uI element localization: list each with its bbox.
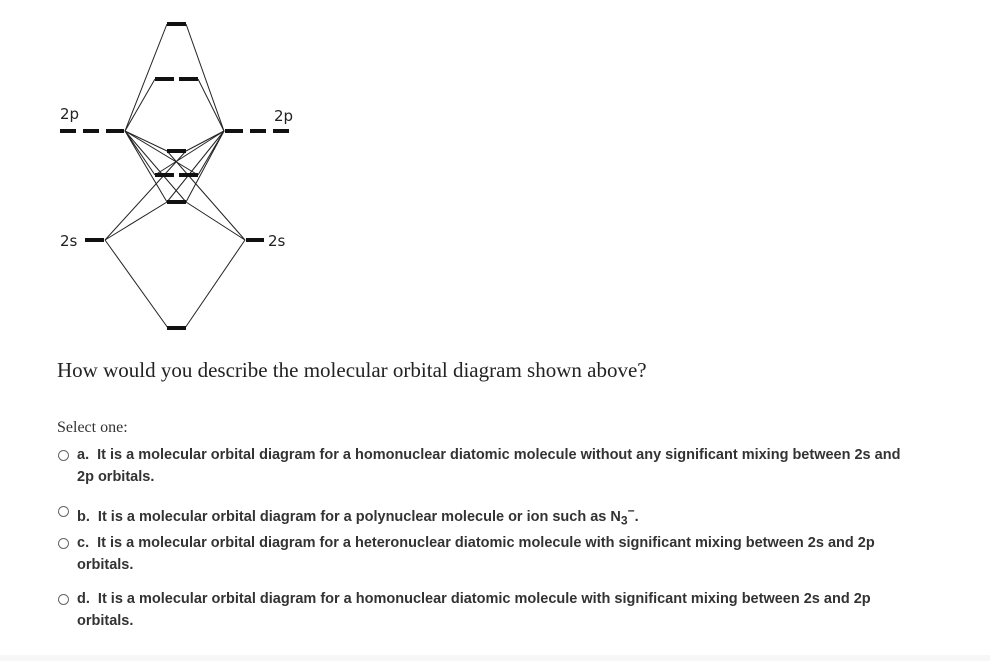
radio-d[interactable]	[58, 594, 69, 605]
select-one-label: Select one:	[57, 419, 128, 436]
line-cross-3	[125, 131, 186, 202]
option-b[interactable]	[57, 500, 639, 532]
line-left2s-to-upper	[105, 151, 186, 240]
option-b-letter: b.	[77, 508, 90, 525]
option-a[interactable]	[57, 444, 917, 488]
line-cross-2	[155, 131, 224, 175]
option-c[interactable]	[57, 532, 917, 576]
line-cross-1	[125, 131, 198, 175]
line-left2p-to-sigma2s-star-cross	[125, 131, 167, 202]
right-2p-label: 2p	[274, 107, 294, 125]
radio-c[interactable]	[58, 538, 69, 549]
question-text: How would you describe the molecular orbital diagram shown above?	[57, 358, 647, 382]
energy-levels	[60, 24, 289, 328]
option-d-letter: d.	[77, 591, 90, 607]
left-2s-label: 2s	[60, 232, 78, 250]
line-right2s-to-sigma2s-star	[186, 202, 245, 240]
right-2s-label: 2s	[268, 232, 286, 250]
line-right2s-to-sigma2s	[185, 240, 245, 328]
line-left2s-to-sigma2s	[105, 240, 168, 328]
option-b-subscript: 3	[620, 513, 628, 528]
option-b-superscript: −	[627, 504, 635, 518]
correlation-lines	[105, 24, 245, 328]
left-2p-label: 2p	[60, 105, 80, 123]
radio-a[interactable]	[58, 450, 69, 461]
radio-b[interactable]	[58, 506, 69, 517]
option-a-text: It is a molecular orbital diagram for a homonuclear diatomic molecule without any significant mixing between 2s and 2p orbitals.	[77, 447, 901, 485]
line-cross-4	[167, 131, 224, 202]
option-c-letter: c.	[77, 535, 90, 551]
option-c-text: It is a molecular orbital diagram for a heteronuclear diatomic molecule with significant mixing between 2s and 2p orbitals.	[77, 535, 875, 573]
option-d-text: It is a molecular orbital diagram for a homonuclear diatomic molecule with significant mixing between 2s and 2p orbitals.	[77, 591, 871, 629]
line-right2p-to-pi-star	[198, 79, 224, 131]
line-left2s-to-sigma2s-star	[105, 202, 167, 240]
mo-diagram	[0, 0, 340, 345]
option-b-text: It is a molecular orbital diagram for a polynuclear molecule or ion such as N	[97, 508, 621, 525]
option-d[interactable]	[57, 588, 917, 632]
option-a-letter: a.	[77, 447, 90, 463]
line-right2p-to-sigma2s-star-cross	[186, 131, 224, 202]
line-left2p-to-pi-star	[125, 79, 155, 131]
option-b-text-end: .	[634, 508, 639, 525]
bottom-divider	[0, 655, 990, 661]
